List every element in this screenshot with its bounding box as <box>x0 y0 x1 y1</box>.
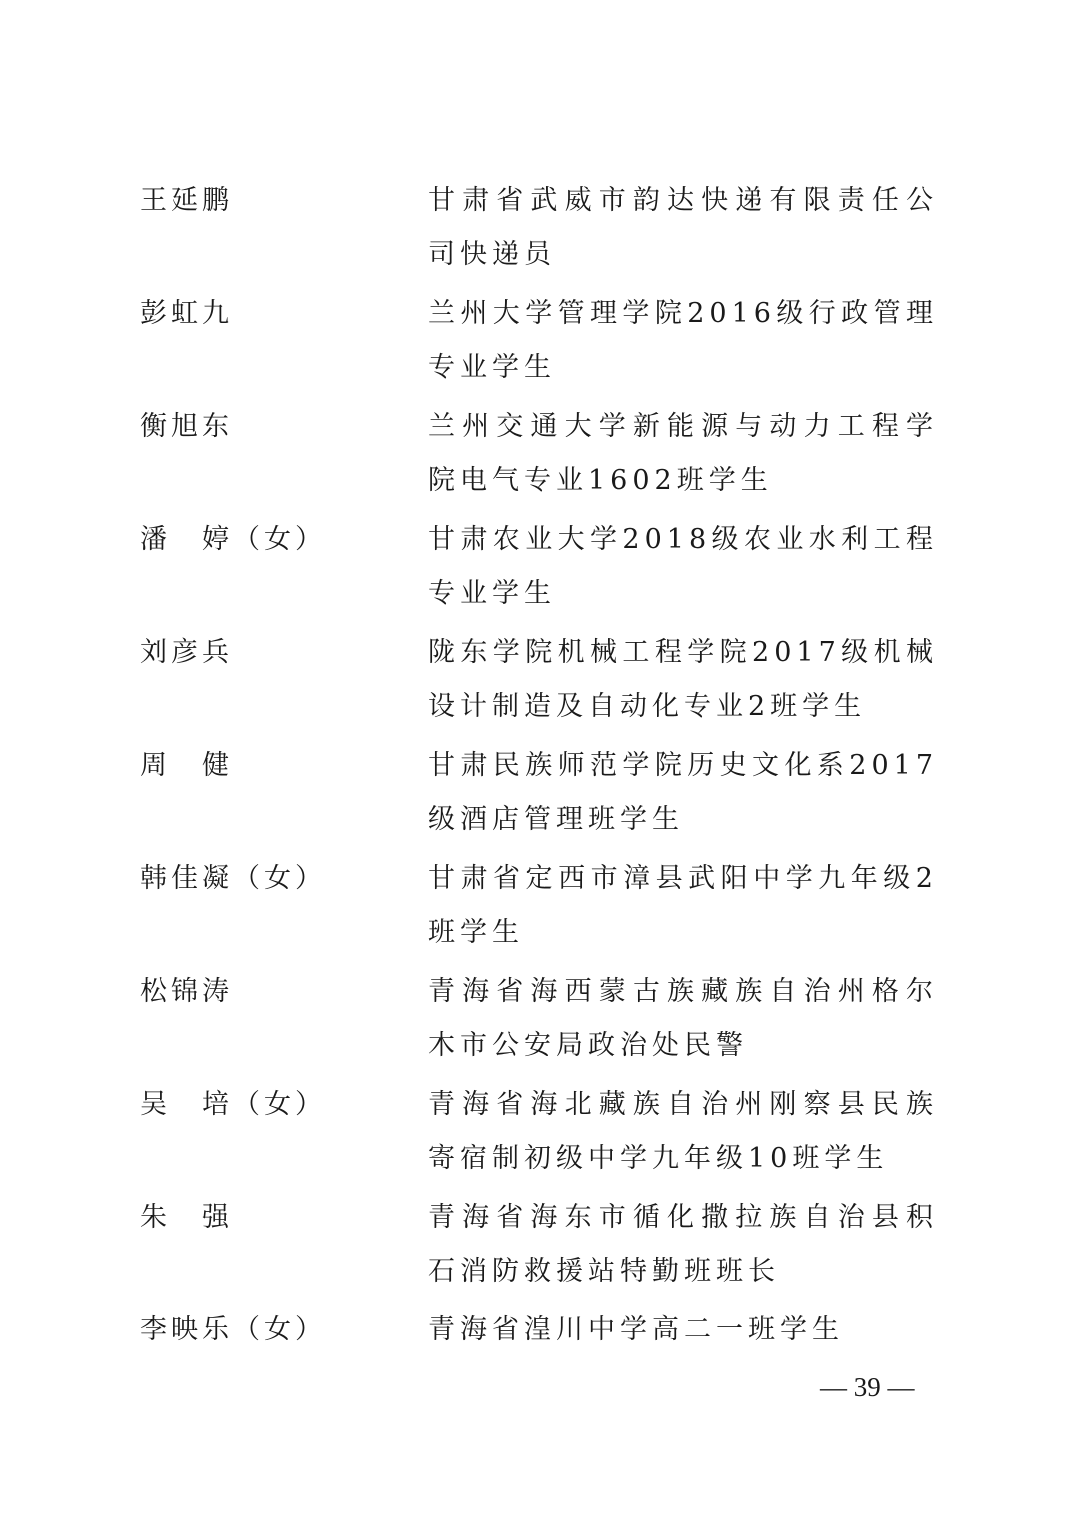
person-name: 衡旭东 <box>140 411 233 442</box>
person-name: 吴 培（女） <box>140 1089 326 1120</box>
person-description: 兰州大学管理学院2016级行政管理专业学生 <box>428 298 938 383</box>
person-description: 甘肃民族师范学院历史文化系2017级酒店管理班学生 <box>428 750 938 835</box>
page-number: — 39 — <box>820 1372 915 1402</box>
person-description: 甘肃省武威市韵达快递有限责任公司快递员 <box>428 185 938 270</box>
person-description: 青海省海东市循化撒拉族自治县积石消防救援站特勤班班长 <box>428 1202 938 1287</box>
person-description: 青海省海北藏族自治州刚察县民族寄宿制初级中学九年级10班学生 <box>428 1089 938 1174</box>
person-name: 周 健 <box>140 750 233 781</box>
person-name: 刘彦兵 <box>140 637 233 668</box>
person-description: 陇东学院机械工程学院2017级机械设计制造及自动化专业2班学生 <box>428 637 938 722</box>
person-name: 潘 婷（女） <box>140 524 326 555</box>
person-description: 兰州交通大学新能源与动力工程学院电气专业1602班学生 <box>428 411 938 496</box>
person-name: 王延鹏 <box>140 185 233 216</box>
person-description: 青海省湟川中学高二一班学生 <box>428 1314 844 1345</box>
person-description: 青海省海西蒙古族藏族自治州格尔木市公安局政治处民警 <box>428 976 938 1061</box>
person-description: 甘肃农业大学2018级农业水利工程专业学生 <box>428 524 938 609</box>
person-name: 朱 强 <box>140 1202 233 1233</box>
person-name: 松锦涛 <box>140 976 233 1007</box>
person-name: 彭虹九 <box>140 298 233 329</box>
person-name: 韩佳凝（女） <box>140 863 326 894</box>
person-description: 甘肃省定西市漳县武阳中学九年级2班学生 <box>428 863 938 948</box>
person-name: 李映乐（女） <box>140 1314 326 1345</box>
